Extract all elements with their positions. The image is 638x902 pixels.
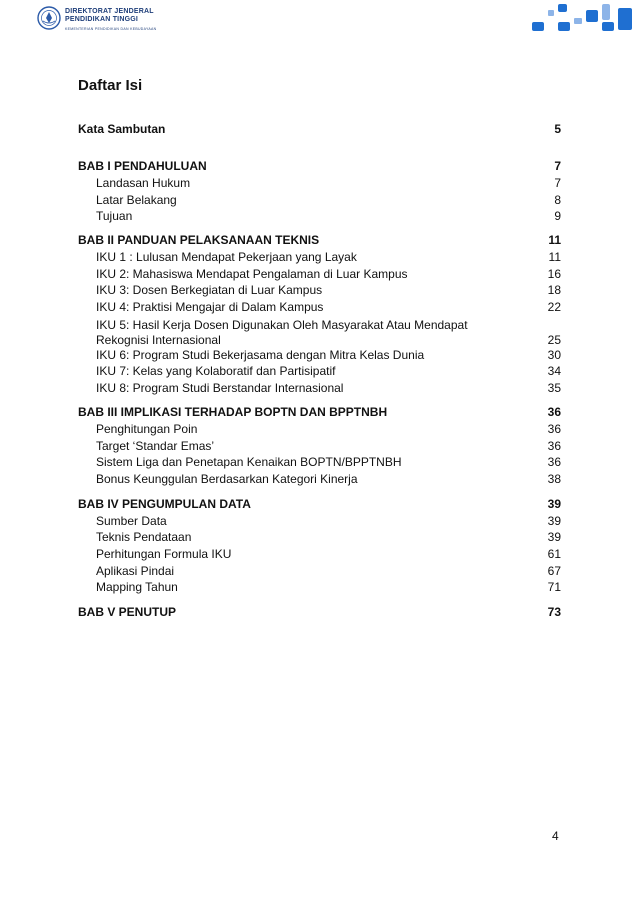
logo-line-3: KEMENTERIAN PENDIDIKAN DAN KEBUDAYAAN: [65, 27, 157, 31]
toc-entry-bab-5[interactable]: [78, 605, 561, 620]
toc-entry-label: Kata Sambutan: [78, 122, 166, 136]
toc-entry-label: Aplikasi Pindai: [96, 564, 175, 578]
toc-entry-target-standar-emas[interactable]: [96, 439, 561, 454]
toc-entry-iku-8[interactable]: [96, 381, 561, 396]
page-header: [0, 0, 638, 40]
toc-entry-kata-sambutan[interactable]: [78, 122, 561, 137]
toc-entry-bonus-keunggulan[interactable]: [96, 472, 561, 487]
toc-entry-label: BAB V PENUTUP: [78, 605, 177, 619]
toc-entry-label: IKU 5: Hasil Kerja Dosen Digunakan Oleh Masyarakat Atau Mendapat Rekognisi Internasional: [96, 318, 468, 347]
toc-entry-mapping-tahun[interactable]: [96, 580, 561, 595]
toc-entry-bab-2[interactable]: [78, 233, 561, 248]
toc-entry-page: 35: [547, 381, 561, 395]
toc-entry-label: Bonus Keunggulan Berdasarkan Kategori Kinerja: [96, 472, 358, 486]
logo-line-2: PENDIDIKAN TINGGI: [65, 16, 139, 23]
toc-entry-page: 36: [547, 439, 561, 453]
toc-entry-penghitungan-poin[interactable]: [96, 422, 561, 437]
toc-entry-page: 7: [554, 176, 561, 190]
toc-entry-label: IKU 7: Kelas yang Kolaboratif dan Partisipatif: [96, 364, 336, 378]
toc-entry-perhitungan-formula-iku[interactable]: [96, 547, 561, 562]
toc-entry-label: BAB IV PENGUMPULAN DATA: [78, 497, 251, 511]
toc-entry-iku-1[interactable]: [96, 250, 561, 265]
toc-entry-page: 61: [547, 547, 561, 561]
toc-entry-page: 34: [547, 364, 561, 378]
toc-entry-landasan-hukum[interactable]: [96, 176, 561, 191]
toc-entry-label: IKU 6: Program Studi Bekerjasama dengan Mitra Kelas Dunia: [96, 348, 425, 362]
toc-entry-aplikasi-pindai[interactable]: [96, 564, 561, 579]
toc-entry-teknis-pendataan[interactable]: [96, 530, 561, 545]
toc-entry-page: 73: [547, 605, 561, 619]
toc-entry-label: Sistem Liga dan Penetapan Kenaikan BOPTN/BPPTNBH: [96, 455, 402, 469]
toc-entry-page: 9: [554, 209, 561, 223]
toc-entry-label: IKU 4: Praktisi Mengajar di Dalam Kampus: [96, 300, 324, 314]
toc-entry-page: 39: [547, 530, 561, 544]
toc-entry-sumber-data[interactable]: [96, 514, 561, 529]
toc-entry-page: 7: [554, 159, 561, 173]
toc-entry-label: Penghitungan Poin: [96, 422, 198, 436]
toc-entry-iku-2[interactable]: [96, 267, 561, 282]
toc-entry-latar-belakang[interactable]: [96, 193, 561, 208]
toc-entry-page: 36: [547, 422, 561, 436]
logo-text: [65, 8, 157, 33]
toc-entry-label: Perhitungan Formula IKU: [96, 547, 232, 561]
toc-entry-page: 11: [548, 250, 561, 264]
toc-entry-label: IKU 1 : Lulusan Mendapat Pekerjaan yang Layak: [96, 250, 357, 264]
toc-entry-page: 36: [547, 405, 561, 419]
toc-entry-page: 67: [547, 564, 561, 578]
toc-entry-label: Tujuan: [96, 209, 133, 223]
toc-entry-label: IKU 2: Mahasiswa Mendapat Pengalaman di Luar Kampus: [96, 267, 408, 281]
toc-entry-label: Mapping Tahun: [96, 580, 178, 594]
toc-entry-page: 38: [547, 472, 561, 486]
toc-entry-page: 18: [547, 283, 561, 297]
toc-entry-label: Teknis Pendataan: [96, 530, 192, 544]
toc-entry-page: 71: [547, 580, 561, 594]
toc-entry-label: Sumber Data: [96, 514, 167, 528]
toc-entry-page: 5: [554, 122, 561, 136]
toc-entry-label: Latar Belakang: [96, 193, 177, 207]
toc-entry-iku-6[interactable]: [96, 348, 561, 363]
toc-entry-label: BAB II PANDUAN PELAKSANAAN TEKNIS: [78, 233, 320, 247]
toc-entry-bab-4[interactable]: [78, 497, 561, 512]
toc-entry-label: Target ‘Standar Emas’: [96, 439, 215, 453]
toc-entry-page: 16: [547, 267, 561, 281]
toc-entry-iku-3[interactable]: [96, 283, 561, 298]
toc-entry-page: 39: [547, 497, 561, 511]
decorative-blocks-icon: [528, 0, 638, 36]
toc-entry-bab-3[interactable]: [78, 405, 561, 420]
toc-entry-iku-7[interactable]: [96, 364, 561, 379]
toc-entry-bab-1[interactable]: [78, 159, 561, 174]
toc-entry-label: Landasan Hukum: [96, 176, 191, 190]
toc-entry-page: 11: [548, 233, 561, 247]
toc-entry-tujuan[interactable]: [96, 209, 561, 224]
tut-wuri-handayani-logo-icon: [37, 6, 61, 30]
page-number: 4: [552, 829, 559, 843]
toc-entry-page: 25: [547, 333, 561, 347]
toc-entry-iku-5[interactable]: [96, 318, 561, 348]
toc-entry-label: BAB I PENDAHULUAN: [78, 159, 207, 173]
toc-entry-sistem-liga[interactable]: [96, 455, 561, 470]
toc-entry-page: 8: [554, 193, 561, 207]
logo-line-1: DIREKTORAT JENDERAL: [65, 8, 154, 15]
toc-entry-page: 36: [547, 455, 561, 469]
toc-entry-label: IKU 8: Program Studi Berstandar Internasional: [96, 381, 344, 395]
toc-entry-label: BAB III IMPLIKASI TERHADAP BOPTN DAN BPPTNBH: [78, 405, 388, 419]
toc-entry-page: 30: [547, 348, 561, 362]
toc-entry-page: 39: [547, 514, 561, 528]
toc-entry-iku-4[interactable]: [96, 300, 561, 315]
toc-title: Daftar Isi: [78, 77, 143, 94]
toc-entry-page: 22: [547, 300, 561, 314]
toc-entry-label: IKU 3: Dosen Berkegiatan di Luar Kampus: [96, 283, 323, 297]
